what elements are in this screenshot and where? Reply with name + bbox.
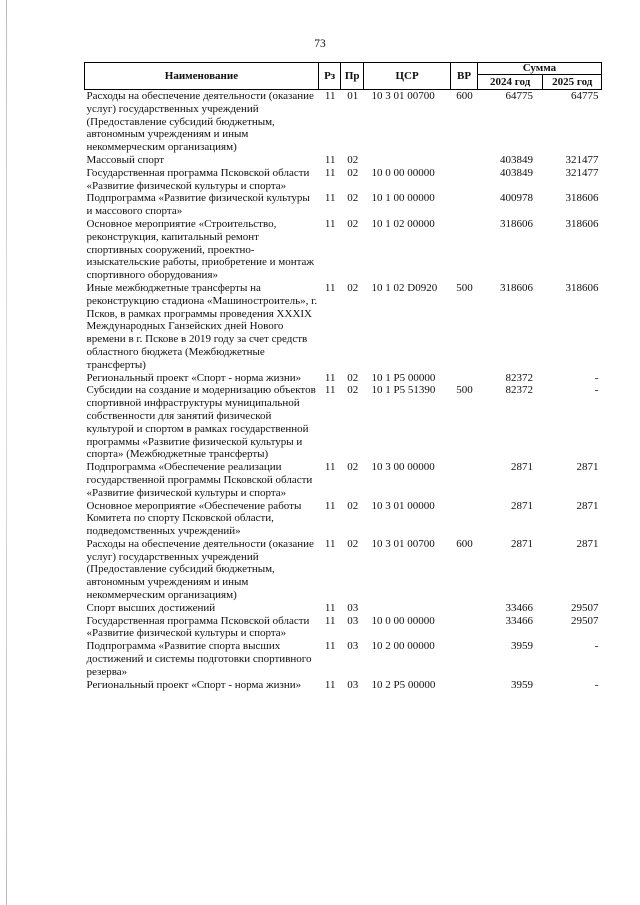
- row-csr: 10 3 00 00000: [371, 461, 435, 474]
- table-row: [85, 372, 602, 385]
- row-csr: 10 1 P5 00000: [371, 371, 436, 384]
- row-sum-2024: 2871: [510, 499, 533, 512]
- row-csr: 10 2 P5 00000: [371, 678, 436, 691]
- row-sum-2024: 403849: [499, 153, 533, 166]
- row-name: Спорт высших достижений: [86, 601, 216, 614]
- header-year-2024: 2024 год: [477, 75, 543, 90]
- table-row: [85, 218, 602, 282]
- row-csr: 10 2 00 00000: [371, 640, 435, 653]
- row-name: Подпрограмма «Развитие физической культуры и массового спорта»: [86, 192, 310, 218]
- row-csr: 10 1 02 00000: [371, 217, 435, 230]
- row-pr: 02: [347, 217, 359, 230]
- row-sum-2025: 321477: [565, 153, 599, 166]
- row-vr: [451, 615, 478, 641]
- row-vr: [451, 372, 478, 385]
- row-name: Расходы на обеспечение деятельности (оказание услуг) государственных учреждений (Предоставление субсидий бюджетным, автономным учреждениям и иным некоммерческим организациям): [86, 537, 314, 602]
- row-sum-2024: 3959: [510, 640, 533, 653]
- table-row: [85, 167, 602, 193]
- row-rz: 11: [324, 601, 336, 614]
- row-rz: 11: [324, 384, 336, 397]
- row-csr: 10 0 00 00000: [371, 166, 435, 179]
- row-sum-2025: 2871: [576, 537, 599, 550]
- table-row: [85, 192, 602, 218]
- row-sum-2025: 321477: [565, 166, 599, 179]
- row-vr: [451, 602, 478, 615]
- row-sum-2025: -: [594, 384, 599, 397]
- row-rz: 11: [324, 537, 336, 550]
- row-csr: 10 1 P5 51390: [371, 384, 436, 397]
- header-name: Наименование: [85, 63, 319, 90]
- row-sum-2024: 2871: [510, 461, 533, 474]
- row-sum-2024: 82372: [505, 384, 533, 397]
- row-rz: 11: [324, 166, 336, 179]
- row-sum-2025: 2871: [576, 461, 599, 474]
- row-pr: 03: [347, 640, 359, 653]
- row-sum-2025: -: [594, 678, 599, 691]
- header-vr: ВР: [451, 63, 478, 90]
- row-pr: 02: [347, 537, 359, 550]
- row-csr: [364, 154, 451, 167]
- table-row: [85, 461, 602, 499]
- table-row: [85, 500, 602, 538]
- row-sum-2025: 64775: [571, 90, 599, 102]
- header-pr: Пр: [341, 63, 364, 90]
- row-vr: 500: [456, 281, 473, 294]
- row-vr: [451, 679, 478, 692]
- row-sum-2024: 318606: [499, 281, 533, 294]
- row-vr: 600: [456, 537, 473, 550]
- row-name: Государственная программа Псковской области «Развитие физической культуры и спорта»: [86, 166, 310, 192]
- row-rz: 11: [324, 678, 336, 691]
- row-pr: 02: [347, 153, 359, 166]
- row-vr: [451, 461, 478, 499]
- row-sum-2025: 318606: [565, 192, 599, 205]
- row-sum-2024: 3959: [510, 678, 533, 691]
- table-row: [85, 384, 602, 461]
- row-sum-2024: 33466: [505, 614, 533, 627]
- row-sum-2025: -: [594, 640, 599, 653]
- header-rz: Рз: [318, 63, 341, 90]
- row-sum-2025: 318606: [565, 281, 599, 294]
- row-rz: 11: [324, 614, 336, 627]
- row-sum-2024: 64775: [505, 90, 533, 102]
- row-sum-2024: 82372: [505, 371, 533, 384]
- row-pr: 02: [347, 192, 359, 205]
- row-sum-2024: 318606: [499, 217, 533, 230]
- row-pr: 03: [347, 614, 359, 627]
- scan-edge: [6, 0, 7, 905]
- row-pr: 02: [347, 281, 359, 294]
- row-name: Региональный проект «Спорт - норма жизни»: [86, 678, 302, 691]
- table-row: [85, 602, 602, 615]
- row-pr: 03: [347, 678, 359, 691]
- row-vr: [451, 167, 478, 193]
- table-body: [85, 90, 602, 692]
- row-name: Иные межбюджетные трансферты на реконструкцию стадиона «Машиностроитель», г. Псков, в рамках программы проведения XXXIX Международных Ганзейских дней Нового времени в г. Пскове в 2019 году за счет средств областного бюджета (Межбюджетные трансферты): [86, 281, 318, 371]
- table-row: [85, 640, 602, 678]
- row-pr: 01: [347, 90, 359, 102]
- row-name: Подпрограмма «Развитие спорта высших достижений и системы подготовки спортивного резерва»: [86, 640, 312, 678]
- row-sum-2025: 2871: [576, 499, 599, 512]
- row-pr: 02: [347, 166, 359, 179]
- row-name: Расходы на обеспечение деятельности (оказание услуг) государственных учреждений (Предоставление субсидий бюджетным, автономным учреждениям и иным некоммерческим организациям): [86, 90, 314, 154]
- row-sum-2024: 400978: [499, 192, 533, 205]
- row-vr: [451, 154, 478, 167]
- budget-table: [84, 62, 602, 691]
- row-csr: 10 3 01 00000: [371, 499, 435, 512]
- row-vr: [451, 218, 478, 282]
- row-name: Государственная программа Псковской области «Развитие физической культуры и спорта»: [86, 614, 310, 640]
- row-rz: 11: [324, 640, 336, 653]
- table-row: [85, 90, 602, 154]
- row-vr: 600: [456, 90, 473, 102]
- row-rz: 11: [324, 281, 336, 294]
- row-pr: 03: [347, 601, 359, 614]
- table-row: [85, 154, 602, 167]
- header-sum: Сумма: [477, 63, 601, 75]
- row-name: Подпрограмма «Обеспечение реализации государственной программы Псковской области «Развитие физической культуры и спорта»: [86, 461, 313, 499]
- row-csr: 10 1 00 00000: [371, 192, 435, 205]
- row-rz: 11: [324, 461, 336, 474]
- row-sum-2024: 403849: [499, 166, 533, 179]
- row-csr: 10 1 02 D0920: [371, 281, 438, 294]
- header-csr: ЦСР: [364, 63, 451, 90]
- row-pr: 02: [347, 384, 359, 397]
- row-name: Основное мероприятие «Строительство, реконструкция, капитальный ремонт спортивных сооружений, проектно-изыскательские работы, приобретение и монтаж спортивного оборудования»: [86, 217, 315, 282]
- header-year-2025: 2025 год: [543, 75, 602, 90]
- row-csr: 10 3 01 00700: [371, 90, 435, 102]
- row-rz: 11: [324, 217, 336, 230]
- row-vr: [451, 192, 478, 218]
- row-sum-2025: 29507: [571, 614, 599, 627]
- row-rz: 11: [324, 192, 336, 205]
- row-pr: 02: [347, 461, 359, 474]
- row-rz: 11: [324, 90, 336, 102]
- row-name: Субсидии на создание и модернизацию объектов спортивной инфраструктуры муниципальной собственности для занятий физической культурой и спортом в рамках государственной программы «Развитие физической культуры и спорта» (Межбюджетные трансферты): [86, 384, 316, 461]
- row-sum-2025: -: [594, 371, 599, 384]
- row-sum-2025: 29507: [571, 601, 599, 614]
- table-row: [85, 282, 602, 372]
- row-rz: 11: [324, 499, 336, 512]
- row-pr: 02: [347, 371, 359, 384]
- row-name: Массовый спорт: [86, 153, 165, 166]
- page-number: 73: [314, 38, 326, 50]
- row-csr: 10 3 01 00700: [371, 537, 435, 550]
- row-vr: 500: [456, 384, 473, 397]
- row-csr: [364, 602, 451, 615]
- row-rz: 11: [324, 371, 336, 384]
- row-vr: [451, 500, 478, 538]
- row-sum-2024: 2871: [510, 537, 533, 550]
- row-name: Региональный проект «Спорт - норма жизни»: [86, 371, 302, 384]
- row-vr: [451, 640, 478, 678]
- table-row: [85, 615, 602, 641]
- table-row: [85, 538, 602, 602]
- row-sum-2025: 318606: [565, 217, 599, 230]
- table-row: [85, 679, 602, 692]
- row-name: Основное мероприятие «Обеспечение работы Комитета по спорту Псковской области, подведомственных учреждений»: [86, 499, 302, 538]
- row-rz: 11: [324, 153, 336, 166]
- row-sum-2024: 33466: [505, 601, 533, 614]
- row-pr: 02: [347, 499, 359, 512]
- row-csr: 10 0 00 00000: [371, 614, 435, 627]
